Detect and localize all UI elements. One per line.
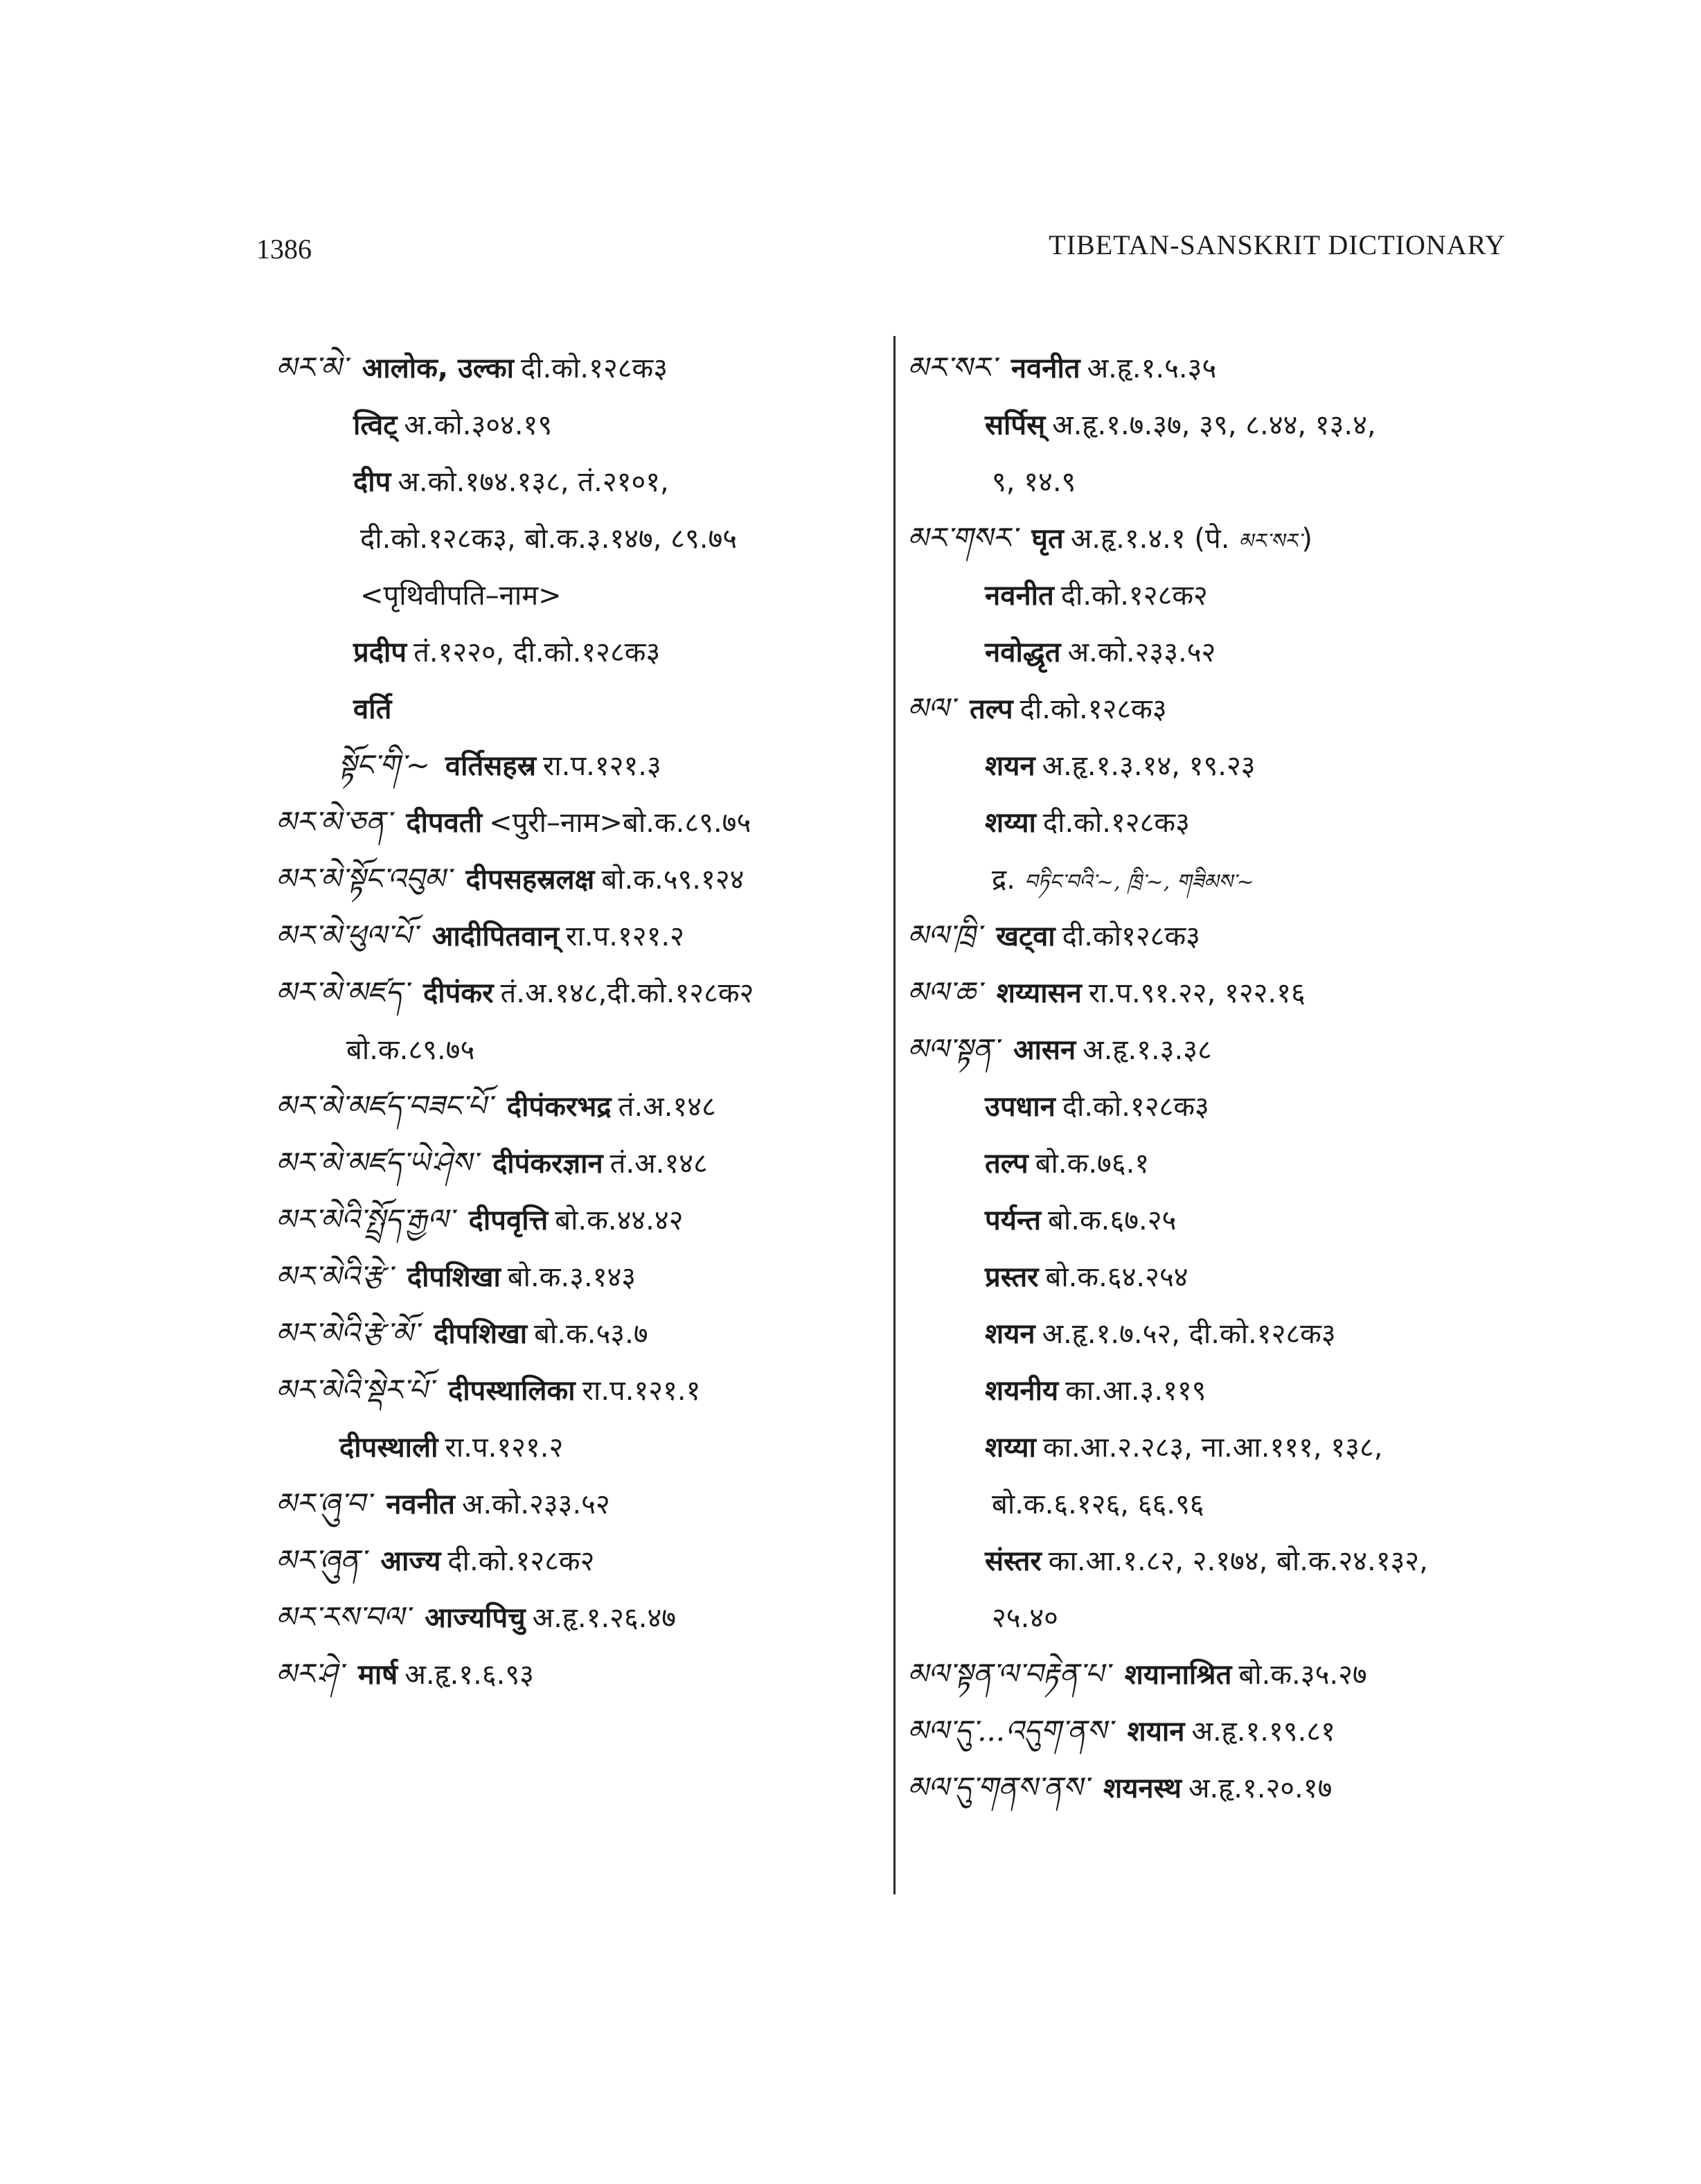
- sanskrit-equivalent: नवनीत: [985, 580, 1054, 612]
- source-reference: अ.हृ.१.१९.८१: [1191, 1716, 1335, 1748]
- source-reference: रा.प.१२१.३: [543, 750, 661, 782]
- source-reference: दी.को१२८क३: [1062, 921, 1200, 952]
- tibetan-headword: མལ་ཆ་: [907, 975, 981, 1009]
- source-reference: बो.क.६७.२५: [1048, 1205, 1177, 1236]
- tibetan-headword: མར་རས་བལ་: [276, 1600, 410, 1634]
- source-reference: अ.हृ.१.४.१ (पे.: [1070, 523, 1230, 555]
- dictionary-line: [276, 567, 885, 623]
- source-reference: तं.१२२०, दी.को.१२८क३: [413, 637, 661, 668]
- dictionary-line: [276, 1589, 885, 1646]
- sanskrit-equivalent: पर्यन्त: [985, 1205, 1042, 1236]
- sanskrit-equivalent: मार्ष: [357, 1659, 398, 1691]
- sanskrit-equivalent: दीपंकरज्ञान: [492, 1148, 603, 1180]
- sanskrit-equivalent: नवोद्धृत: [985, 637, 1061, 668]
- column-divider: [893, 336, 896, 1894]
- sanskrit-equivalent: घृत: [1031, 523, 1064, 555]
- dictionary-line: [276, 1475, 885, 1532]
- tibetan-headword: མར་མེ་ཕུལ་པོ་: [276, 918, 417, 952]
- source-reference: रा.प.१२१.२: [445, 1432, 564, 1464]
- dictionary-line: [276, 964, 885, 1021]
- sanskrit-equivalent: शयनीय: [985, 1375, 1059, 1407]
- dictionary-line: [276, 1646, 885, 1703]
- dictionary-line: [907, 964, 1531, 1021]
- source-reference: रा.प.१२१.१: [582, 1375, 701, 1407]
- tibetan-headword: མར་ཞུན་: [276, 1543, 366, 1577]
- source-reference: ९, १४.९: [992, 466, 1076, 498]
- source-reference: २५.४०: [992, 1602, 1058, 1634]
- reference-suffix: ): [1301, 523, 1313, 555]
- dictionary-line: [276, 1419, 885, 1475]
- source-reference: रा.प.९१.२२, १२२.१६: [1088, 977, 1306, 1009]
- sanskrit-equivalent: आसन: [1013, 1034, 1076, 1066]
- source-reference: अ.हृ.१.२०.१७: [1188, 1773, 1333, 1804]
- source-reference: अ.हृ.१.२६.४७: [532, 1602, 677, 1634]
- source-reference: अ.को.१७४.१३८, तं.२१०१,: [398, 466, 669, 498]
- source-reference: बो.क.८९.७५: [346, 1034, 475, 1066]
- dictionary-line: [907, 339, 1531, 396]
- source-reference: अ.हृ.१.३.३८: [1083, 1034, 1212, 1066]
- dictionary-line: [907, 396, 1531, 453]
- sanskrit-equivalent: दीपस्थालिका: [448, 1375, 576, 1407]
- dictionary-line: [276, 1362, 885, 1419]
- right-column: [907, 339, 1531, 1816]
- tibetan-headword: སྟོང་གི་~: [338, 748, 430, 782]
- source-reference: अ.हृ.१.७.५२, दी.को.१२८क३: [1042, 1318, 1336, 1350]
- dictionary-line: [276, 907, 885, 964]
- source-reference: बो.क.७६.१: [1035, 1148, 1150, 1180]
- sanskrit-equivalent: तल्प: [969, 693, 1013, 725]
- sanskrit-equivalent: खट्वा: [996, 921, 1056, 952]
- source-reference: दी.को.१२८क३: [1042, 807, 1190, 839]
- dictionary-line: [276, 623, 885, 680]
- sanskrit-equivalent: प्रस्तर: [985, 1261, 1039, 1293]
- page-number: 1386: [256, 233, 312, 265]
- source-reference: बो.क.५९.१२४: [601, 864, 745, 896]
- dictionary-line: [907, 680, 1531, 737]
- tibetan-headword: མར་ཞུ་བ་: [276, 1486, 371, 1520]
- source-reference: दी.को.१२८क३: [1062, 1091, 1209, 1123]
- sanskrit-equivalent: शयान: [1127, 1716, 1185, 1748]
- sanskrit-equivalent: शयन: [985, 1318, 1035, 1350]
- running-head: TIBETAN-SANSKRIT DICTIONARY: [1049, 229, 1506, 260]
- source-reference: दी.को.१२८क३: [521, 353, 668, 384]
- sanskrit-equivalent: दीपंकर: [423, 977, 494, 1009]
- sanskrit-equivalent: सर्पिस्: [985, 409, 1046, 441]
- dictionary-line: [907, 851, 1531, 907]
- dictionary-line: [907, 1305, 1531, 1362]
- dictionary-line: [907, 1191, 1531, 1248]
- source-reference: अ.हृ.१.५.३५: [1087, 353, 1217, 384]
- dictionary-line: [907, 794, 1531, 851]
- dictionary-line: [276, 396, 885, 453]
- source-reference: दी.को.१२८क२: [447, 1545, 595, 1577]
- sanskrit-equivalent: वर्ति: [353, 693, 392, 725]
- sanskrit-equivalent: आज्य: [380, 1545, 441, 1577]
- tibetan-headword: མལ་དུ་...འདུག་ནས་: [907, 1714, 1112, 1748]
- sanskrit-equivalent: दीपशिखा: [407, 1261, 501, 1293]
- sanskrit-equivalent: आदीपितवान्: [431, 921, 560, 952]
- dictionary-line: [276, 1191, 885, 1248]
- sanskrit-equivalent: शयन: [985, 750, 1035, 782]
- sanskrit-equivalent: दीप: [353, 466, 391, 498]
- dictionary-line: [907, 453, 1531, 510]
- dictionary-line: [907, 510, 1531, 567]
- tibetan-headword: མར་སར་: [907, 350, 996, 384]
- source-reference: का.आ.१.८२, २.१७४, बो.क.२४.१३२,: [1048, 1545, 1428, 1577]
- source-reference: का.आ.३.११९: [1065, 1375, 1206, 1407]
- dictionary-line: [907, 1646, 1531, 1703]
- dictionary-line: [907, 737, 1531, 794]
- tibetan-headword: མལ་: [907, 691, 954, 725]
- sanskrit-equivalent: वर्तिसहस्र: [445, 750, 537, 782]
- source-reference: अ.को.३०४.१९: [404, 409, 553, 441]
- tibetan-headword: མལ་ཁྲི་: [907, 918, 981, 952]
- source-reference: अ.हृ.१.६.९३: [404, 1659, 534, 1691]
- sanskrit-equivalent: आलोक, उल्का: [362, 353, 515, 384]
- dictionary-line: [907, 1703, 1531, 1759]
- dictionary-line: [276, 1305, 885, 1362]
- tibetan-headword: མར་མེ་མཛད་ཡེ་ཤེས་: [276, 1146, 478, 1180]
- tibetan-headword: མར་མེ་ཅན་: [276, 805, 391, 839]
- source-reference: अ.को.२३३.५२: [462, 1489, 610, 1520]
- source-reference: तं.अ.१४८: [609, 1148, 708, 1180]
- sanskrit-equivalent: संस्तर: [985, 1545, 1042, 1577]
- dictionary-line: [276, 453, 885, 510]
- sanskrit-equivalent: तल्प: [985, 1148, 1028, 1180]
- dictionary-line: [276, 1078, 885, 1135]
- tibetan-headword: མར་མེ་: [276, 350, 347, 384]
- source-reference: दी.को.१२८क३: [1019, 693, 1167, 725]
- dictionary-line: [276, 1021, 885, 1078]
- source-reference: बो.क.४४.४२: [555, 1205, 684, 1236]
- dictionary-line: [907, 1475, 1531, 1532]
- tibetan-headword: མལ་སྟན་ལ་བརྟེན་པ་: [907, 1657, 1110, 1691]
- source-reference: अ.हृ.१.३.१४, १९.२३: [1042, 750, 1256, 782]
- sanskrit-equivalent: आज्यपिचु: [425, 1602, 526, 1634]
- dictionary-line: [907, 1248, 1531, 1305]
- dictionary-line: [907, 1419, 1531, 1475]
- dictionary-line: [907, 1078, 1531, 1135]
- dictionary-line: [907, 1589, 1531, 1646]
- dictionary-line: [907, 623, 1531, 680]
- sanskrit-equivalent: दीपंकरभद्र: [506, 1091, 612, 1123]
- source-reference: बो.क.३.१४३: [507, 1261, 636, 1293]
- source-reference: अ.को.२३३.५२: [1067, 637, 1216, 668]
- sanskrit-equivalent: दीपसहस्रलक्ष: [465, 864, 595, 896]
- dictionary-line: [276, 794, 885, 851]
- tibetan-cross-reference: མར་སར་: [1238, 529, 1302, 553]
- tibetan-headword: མར་མེ་མཛད་: [276, 975, 409, 1009]
- sanskrit-equivalent: दीपवृत्ति: [468, 1205, 549, 1236]
- tibetan-headword: མལ་སྟན་: [907, 1032, 999, 1066]
- tibetan-headword: མར་གསར་: [907, 521, 1017, 555]
- dictionary-line: [907, 1759, 1531, 1816]
- source-reference: रा.प.१२१.२: [566, 921, 684, 952]
- sanskrit-equivalent: उपधान: [985, 1091, 1056, 1123]
- left-column: [276, 339, 885, 1703]
- source-reference: तं.अ.१४८,दी.को.१२८क२: [500, 977, 754, 1009]
- source-reference: दी.को.१२८क३, बो.क.३.१४७, ८९.७५: [360, 523, 738, 555]
- sanskrit-equivalent: दीपशिखा: [434, 1318, 528, 1350]
- source-reference: <पुरी–नाम>बो.क.८९.७५: [489, 807, 751, 839]
- dictionary-line: [907, 1021, 1531, 1078]
- tibetan-headword: མར་མེའི་སྡེར་པོ་: [276, 1373, 434, 1407]
- tibetan-headword: མར་མེའི་རྩེ་མོ་: [276, 1316, 419, 1350]
- sanskrit-equivalent: त्विट्: [353, 409, 398, 441]
- sanskrit-equivalent: शय्या: [985, 807, 1036, 839]
- dictionary-line: [276, 339, 885, 396]
- dictionary-line: [907, 1362, 1531, 1419]
- sanskrit-equivalent: शयानाश्रित: [1124, 1659, 1232, 1691]
- source-reference: <पृथिवीपति–नाम>: [360, 580, 562, 612]
- source-reference: बो.क.६.१२६, ६६.९६: [992, 1489, 1204, 1520]
- tibetan-headword: མར་མེ་སྟོང་འབུམ་: [276, 862, 451, 896]
- dictionary-line: [276, 1135, 885, 1191]
- tibetan-headword: མལ་དུ་གནས་ནས་: [907, 1770, 1089, 1804]
- source-reference: अ.हृ.१.७.३७, ३९, ८.४४, १३.४,: [1052, 409, 1376, 441]
- source-reference: तं.अ.१४८: [618, 1091, 716, 1123]
- dictionary-line: [276, 851, 885, 907]
- sanskrit-equivalent: दीपस्थाली: [339, 1432, 438, 1464]
- dictionary-line: [276, 510, 885, 567]
- dictionary-line: [276, 1248, 885, 1305]
- source-reference: का.आ.२.२८३, ना.आ.१११, १३८,: [1042, 1432, 1383, 1464]
- dictionary-line: [907, 907, 1531, 964]
- source-reference: बो.क.३५.२७: [1238, 1659, 1367, 1691]
- source-reference: बो.क.६४.२५४: [1045, 1261, 1188, 1293]
- source-reference: बो.क.५३.७: [534, 1318, 648, 1350]
- tibetan-headword: མར་མེའི་སྤྲོད་རྒྱལ་: [276, 1202, 454, 1236]
- tibetan-headword: མར་མེའི་རྩེ་: [276, 1259, 392, 1293]
- sanskrit-equivalent: शय्यासन: [996, 977, 1082, 1009]
- tibetan-headword: མར་ཤེ་: [276, 1657, 343, 1691]
- sanskrit-equivalent: शय्या: [985, 1432, 1036, 1464]
- dictionary-line: [276, 680, 885, 737]
- tibetan-headword: མར་མེ་མཛད་བཟང་པོ་: [276, 1089, 492, 1123]
- source-reference: द्र.: [992, 864, 1015, 896]
- dictionary-line: [907, 1532, 1531, 1589]
- source-reference: दी.को.१२८क२: [1060, 580, 1208, 612]
- sanskrit-equivalent: दीपवती: [406, 807, 483, 839]
- sanskrit-equivalent: नवनीत: [386, 1489, 455, 1520]
- dictionary-line: [276, 737, 885, 794]
- sanskrit-equivalent: शयनस्थ: [1103, 1773, 1182, 1804]
- dictionary-line: [907, 1135, 1531, 1191]
- tibetan-cross-reference: བཏིང་བའི་~, ཁྲི་~, གཟིམས་~: [1024, 870, 1254, 894]
- sanskrit-equivalent: प्रदीप: [353, 637, 407, 668]
- dictionary-line: [276, 1532, 885, 1589]
- dictionary-line: [907, 567, 1531, 623]
- sanskrit-equivalent: नवनीत: [1010, 353, 1080, 384]
